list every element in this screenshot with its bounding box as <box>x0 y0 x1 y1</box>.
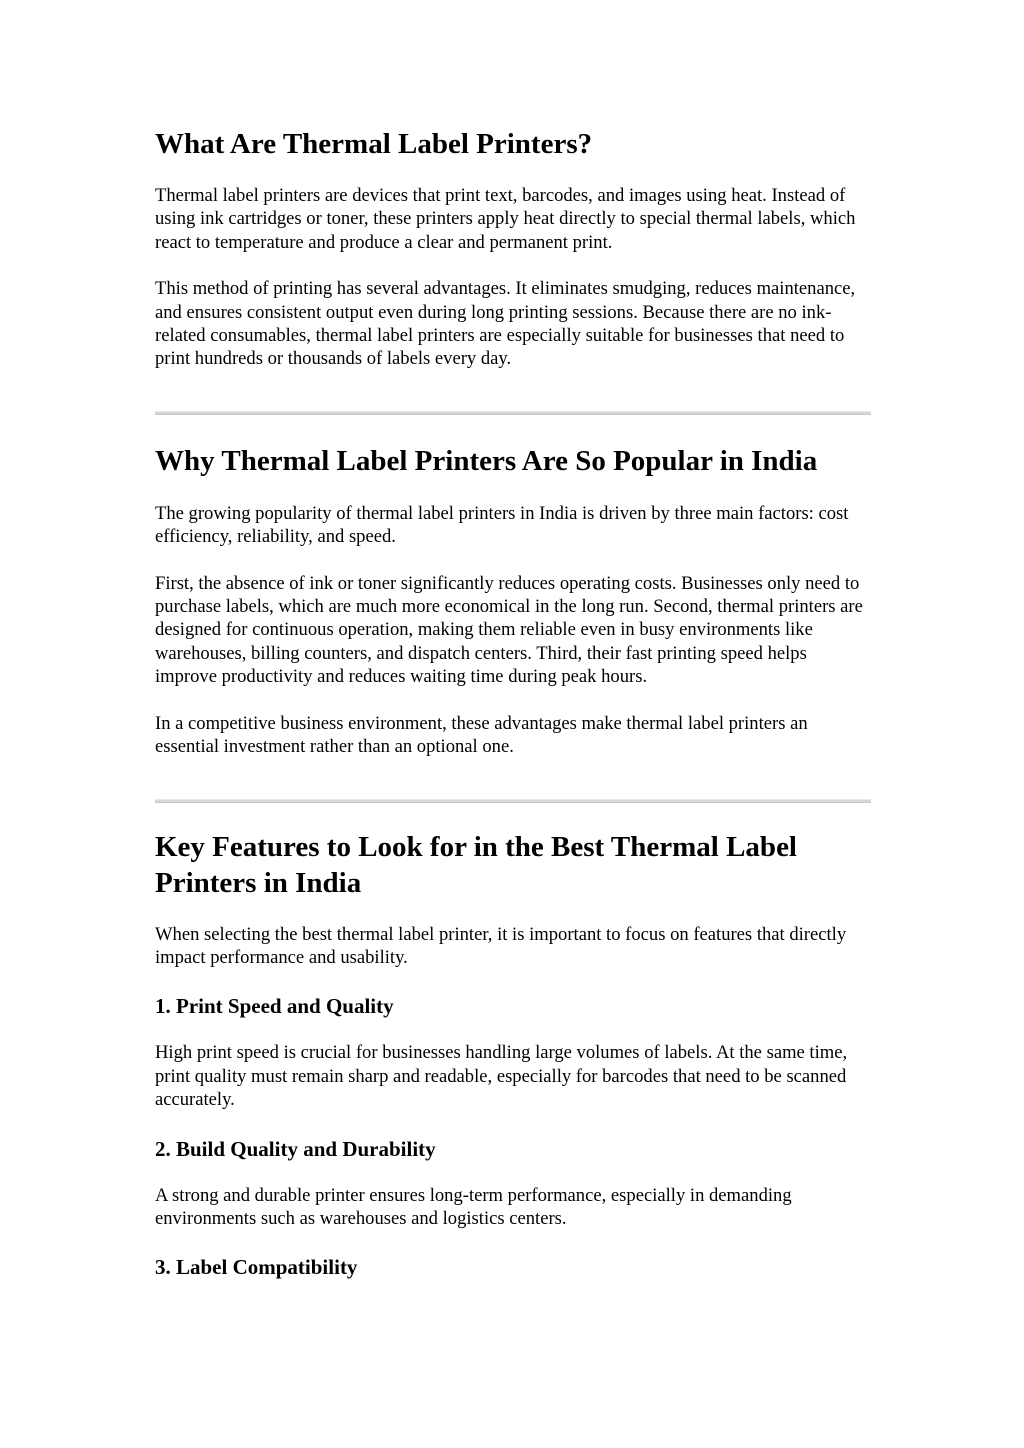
horizontal-divider <box>155 799 871 803</box>
paragraph: High print speed is crucial for businesses handling large volumes of labels. At the same time, print quality must remain sharp and readable, especially for barcodes that need to be scanned accurately. <box>155 1042 848 1111</box>
horizontal-divider <box>155 411 871 415</box>
paragraph: A strong and durable printer ensures long-term performance, especially in demanding environments such as warehouses and logistics centers. <box>155 1184 792 1229</box>
paragraph: The growing popularity of thermal label printers in India is driven by three main factors: cost efficiency, reliability, and speed. <box>155 502 849 548</box>
paragraph: This method of printing has several advantages. It eliminates smudging, reduces maintenance, and ensures consistent output even during long printing sessions. Because there are no ink-related consumables, thermal label printers are especially suitable for businesses that need to print hundreds or thousands of labels every day. <box>155 278 856 370</box>
paragraph: When selecting the best thermal label printer, it is important to focus on features that directly impact performance and usability. <box>155 923 847 968</box>
document-page <box>155 0 871 1280</box>
paragraph: In a competitive business environment, these advantages make thermal label printers an essential investment rather than an optional one. <box>155 712 808 758</box>
subheading-print-speed-and-quality: 1. Print Speed and Quality <box>155 994 394 1019</box>
paragraph: Thermal label printers are devices that print text, barcodes, and images using heat. Instead of using ink cartridges or toner, these printers apply heat directly to special thermal labels, which react to temperature and produce a clear and permanent print. <box>155 185 856 253</box>
section-heading-key-features: Key Features to Look for in the Best Thermal Label Printers in India <box>155 830 797 899</box>
section-heading-what-are-thermal-label-printers: What Are Thermal Label Printers? <box>155 128 593 160</box>
section-heading-why-popular-in-india: Why Thermal Label Printers Are So Popular in India <box>155 444 818 477</box>
paragraph: First, the absence of ink or toner significantly reduces operating costs. Businesses only need to purchase labels, which are much more economical in the long run. Second, thermal printers are designed for continuous operation, making them reliable even in busy environments like warehouses, billing counters, and dispatch centers. Third, their fast printing speed helps improve productivity and reduces waiting time during peak hours. <box>155 572 863 688</box>
subheading-label-compatibility: 3. Label Compatibility <box>155 1255 358 1280</box>
subheading-build-quality-and-durability: 2. Build Quality and Durability <box>155 1136 436 1161</box>
